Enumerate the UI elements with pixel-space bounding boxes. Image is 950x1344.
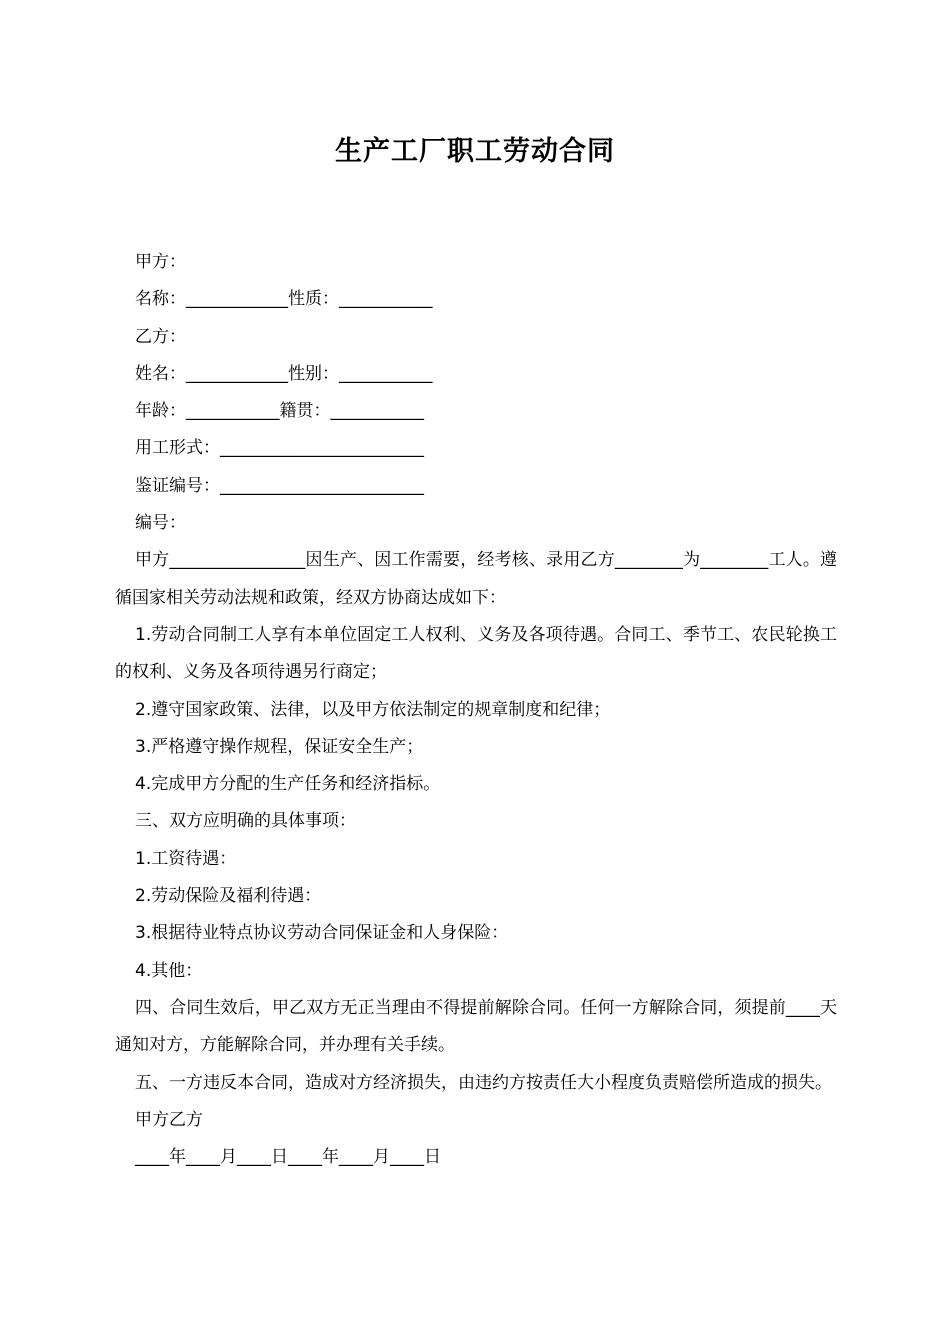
clause-1: 1.劳动合同制工人享有本单位固定工人权利、义务及各项待遇。合同工、季节工、农民轮换工的权利、义务及各项待遇另行商定； [115, 624, 837, 683]
section-4-paragraph: 四、合同生效后，甲乙双方无正当理由不得提前解除合同。任何一方解除合同，须提前____天通知对方，方能解除合同，并办理有关手续。 [115, 997, 837, 1056]
name-gender-line: 姓名：____________性别：___________ [135, 363, 433, 384]
age-origin-line: 年龄：___________籍贯：___________ [135, 401, 424, 422]
section-5-paragraph: 五、一方违反本合同，造成对方经济损失，由违约方按责任大小程度负责赔偿所造成的损失。 [135, 1072, 832, 1093]
clause-3: 3.严格遵守操作规程，保证安全生产； [135, 736, 424, 757]
document-body [115, 244, 837, 1176]
number-line: 编号： [135, 513, 186, 534]
party-b-heading: 乙方： [135, 326, 186, 347]
intro-paragraph: 甲方________________因生产、因工作需要，经考核、录用乙方________为________工人。遵循国家相关劳动法规和政策，经双方协商达成如下： [115, 550, 837, 608]
date-line: ____年____月____日____年____月____日 [135, 1147, 441, 1168]
name-nature-line: 名称：____________性质：___________ [135, 289, 433, 310]
item-wages: 1.工资待遇： [135, 848, 237, 869]
item-insurance: 2.劳动保险及福利待遇： [135, 886, 322, 907]
document-title: 生产工厂职工劳动合同 [335, 136, 615, 167]
certification-number-line: 鉴证编号：________________________ [135, 475, 424, 496]
signatures-line: 甲方乙方 [135, 1109, 203, 1130]
clause-4: 4.完成甲方分配的生产任务和经济指标。 [135, 774, 441, 795]
item-deposit: 3.根据待业特点协议劳动合同保证金和人身保险： [135, 923, 509, 944]
party-a-heading: 甲方： [135, 252, 186, 272]
item-other: 4.其他： [135, 960, 203, 981]
section-3-heading: 三、双方应明确的具体事项： [135, 811, 356, 832]
clause-2: 2.遵守国家政策、法律，以及甲方依法制定的规章制度和纪律； [135, 699, 611, 720]
employment-form-line: 用工形式：________________________ [135, 438, 424, 459]
